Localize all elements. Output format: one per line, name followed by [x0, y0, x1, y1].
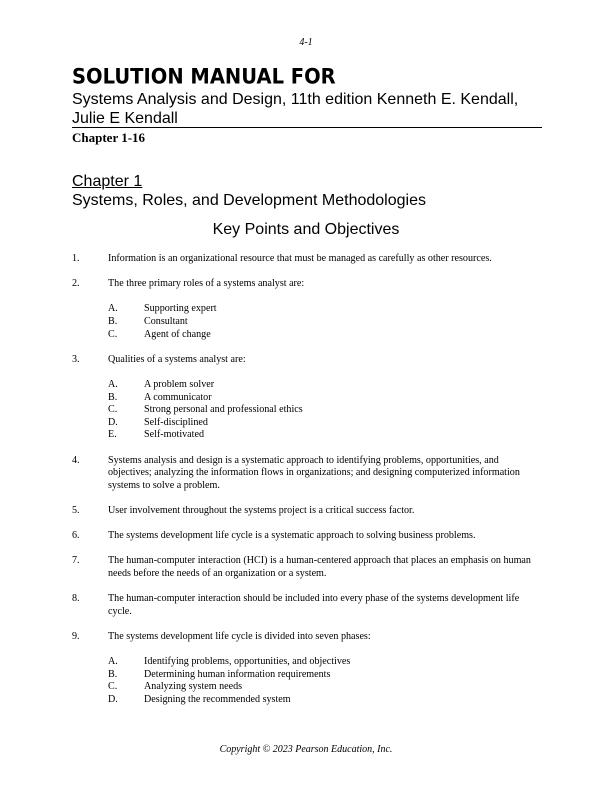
sub-item-letter: E. [108, 429, 117, 441]
sub-item-text: Designing the recommended system [144, 693, 291, 705]
sub-item-text: Determining human information requirements [144, 668, 331, 680]
sub-item-letter: A. [108, 303, 118, 315]
sub-item-letter: B. [108, 315, 118, 327]
sub-item-letter: D. [108, 416, 118, 428]
sub-item-letter: C. [108, 404, 118, 416]
key-point-number: 1. [72, 253, 80, 264]
key-point-number: 9. [72, 630, 80, 642]
key-point-text: Systems analysis and design is a systematic approach to identifying problems, opportunities, and objectives; analyzing the information flows in organizations; and designing computerized information systems to solve a problem. [108, 454, 520, 491]
sub-item [108, 316, 542, 329]
sub-item-text: Consultant [144, 315, 188, 327]
sub-list [108, 303, 542, 341]
sub-item [108, 417, 542, 430]
sub-item [108, 656, 542, 669]
key-point-number: 4. [72, 454, 80, 466]
key-point [72, 530, 542, 543]
key-point-number: 3. [72, 353, 80, 365]
key-point-text: The human-computer interaction should be included into every phase of the systems development life cycle. [108, 593, 520, 617]
title-divider [72, 127, 542, 128]
sub-item [108, 392, 542, 405]
sub-item [108, 404, 542, 417]
sub-item-text: Supporting expert [144, 303, 217, 315]
key-point [72, 555, 542, 580]
key-point-number: 8. [72, 593, 80, 605]
sub-item [108, 669, 542, 682]
sub-item-text: A problem solver [144, 378, 215, 390]
sub-item-letter: C. [108, 328, 118, 340]
sub-item [108, 303, 542, 316]
key-point-text: User involvement throughout the systems project is a critical success factor. [108, 504, 415, 516]
key-point-text: The systems development life cycle is divided into seven phases: [108, 630, 371, 642]
key-point-number: 7. [72, 555, 80, 567]
sub-item [108, 429, 542, 442]
key-point-text: The human-computer interaction (HCI) is a human-centered approach that places an emphasis on human needs before the needs of an organization or a system. [108, 555, 531, 579]
key-point-text: Qualities of a systems analyst are: [108, 353, 246, 365]
sub-item-letter: B. [108, 391, 118, 403]
sub-item-text: Analyzing system needs [144, 681, 243, 693]
sub-item [108, 681, 542, 694]
sub-item-text: Agent of change [144, 328, 211, 340]
sub-item-text: A communicator [144, 391, 212, 403]
sub-item-letter: A. [108, 378, 118, 390]
sub-list [108, 379, 542, 442]
book-title: Systems Analysis and Design, 11th edition Kenneth E. Kendall, Julie E Kendall [72, 91, 519, 127]
key-point [72, 278, 542, 341]
key-point-number: 2. [72, 278, 80, 290]
solution-manual-banner: SOLUTION MANUAL FOR [72, 64, 336, 89]
key-point-text: Information is an organizational resource that must be managed as carefully as other resources. [108, 253, 492, 264]
sub-list [108, 656, 542, 706]
key-point [72, 253, 542, 266]
chapter-label: Chapter 1 [72, 173, 143, 190]
copyright-footer: Copyright © 2023 Pearson Education, Inc. [219, 744, 393, 755]
chapter-range: Chapter 1-16 [72, 130, 146, 145]
sub-item-text: Strong personal and professional ethics [144, 404, 303, 416]
section-heading: Key Points and Objectives [212, 221, 400, 238]
chapter-title: Systems, Roles, and Development Methodologies [72, 192, 426, 209]
sub-item [108, 379, 542, 392]
sub-item-letter: C. [108, 681, 118, 693]
sub-item-text: Identifying problems, opportunities, and objectives [144, 656, 351, 667]
key-point-text: The three primary roles of a systems analyst are: [108, 278, 305, 290]
key-point [72, 631, 542, 707]
sub-item [108, 329, 542, 342]
key-point [72, 354, 542, 442]
key-point-number: 6. [72, 530, 80, 542]
sub-item-letter: B. [108, 668, 118, 680]
sub-item [108, 694, 542, 707]
key-point-text: The systems development life cycle is a systematic approach to solving business problems. [108, 530, 476, 542]
key-point [72, 455, 542, 493]
key-point [72, 593, 542, 618]
key-point-number: 5. [72, 504, 80, 516]
sub-item-letter: D. [108, 693, 118, 705]
key-point [72, 505, 542, 518]
sub-item-text: Self-disciplined [144, 416, 208, 428]
page-number: 4-1 [299, 37, 313, 48]
sub-item-letter: A. [108, 656, 118, 667]
sub-item-text: Self-motivated [144, 429, 204, 441]
key-points-list [72, 253, 542, 719]
